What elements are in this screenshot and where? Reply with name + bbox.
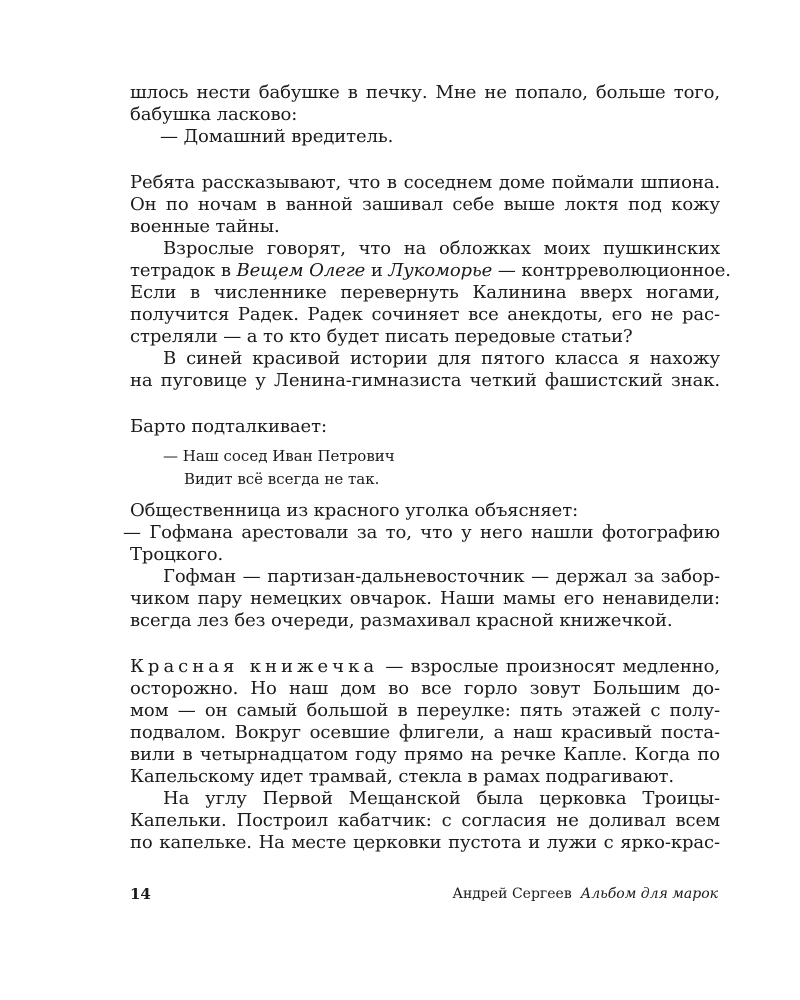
text-line: стреляли — а то кто будет писать передовые статьи? [130, 326, 633, 347]
text-line-spaced: Красная книжечка — взрослые произносят медленно, [130, 656, 720, 677]
text-line: вили в четырнадцатом году прямо на речке Капле. Когда по [130, 744, 720, 765]
poem-title: Вещем Олеге [236, 260, 366, 281]
text-line: Общественница из красного уголка объясняет: [130, 500, 579, 521]
author-name: Андрей Сергеев [452, 886, 572, 902]
text-line: Барто подталкивает: [130, 416, 327, 437]
dialogue-line: — Домашний вредитель. [160, 126, 394, 147]
text-line: Троцкого. [130, 544, 224, 565]
text-line: Взрослые говорят, что на обложках моих пушкинских [163, 238, 720, 259]
dialogue-line: — Гофмана арестовали за то, что у него нашли фотографию [123, 522, 720, 543]
text-line-with-titles: тетрадок в Вещем Олеге и Лукоморье — контрреволюционное. [130, 260, 731, 281]
text-line: мом — он самый большой в переулке: пять этажей с полу- [130, 700, 720, 721]
text-line: всегда лез без очереди, размахивал красной книжечкой. [130, 610, 673, 631]
text-line: Капельки. Построил кабатчик: с согласия не доливал всем [130, 810, 720, 831]
text-line: Капельскому идет трамвай, стекла в рамах подрагивают. [130, 766, 675, 787]
text-line: Гофман — партизан-дальневосточник — держал за забор- [163, 566, 720, 587]
text-line: Если в численнике перевернуть Калинина вверх ногами, [130, 282, 720, 303]
text-line: Он по ночам в ванной зашивал себе выше локтя под кожу [130, 194, 720, 215]
text-line: В синей красивой истории для пятого класса я нахожу [163, 348, 720, 369]
text-line: чиком пару немецких овчарок. Наши мамы его ненавидели: [130, 588, 720, 609]
text-line: бабушка ласково: [130, 104, 298, 125]
text-line: военные тайны. [130, 216, 280, 237]
text-line: по капельке. На месте церковки пустота и лужи с ярко-крас- [130, 832, 720, 853]
page-number: 14 [130, 885, 151, 903]
poem-title: Лукоморье [388, 260, 493, 281]
spaced-phrase: Красная книжечка [130, 656, 379, 677]
verse-line: Видит всё всегда не так. [184, 470, 380, 488]
text-line: шлось нести бабушке в печку. Мне не попало, больше того, [130, 82, 720, 103]
text-line: осторожно. Но наш дом во все горло зовут Большим до- [130, 678, 720, 699]
text-line: Ребята рассказывают, что в соседнем доме поймали шпиона. [130, 172, 720, 193]
running-footer [452, 884, 718, 904]
text-line: подвалом. Вокруг осевшие флигели, а наш красивый поста- [130, 722, 720, 743]
text-line: На углу Первой Мещанской была церковка Троицы- [163, 788, 720, 809]
verse-line: — Наш сосед Иван Петрович [163, 447, 395, 465]
book-title: Альбом для марок [580, 886, 718, 902]
text-line: на пуговице у Ленина-гимназиста четкий фашистский знак. [130, 370, 720, 391]
text-line: получится Радек. Радек сочиняет все анекдоты, его не рас- [130, 304, 720, 325]
